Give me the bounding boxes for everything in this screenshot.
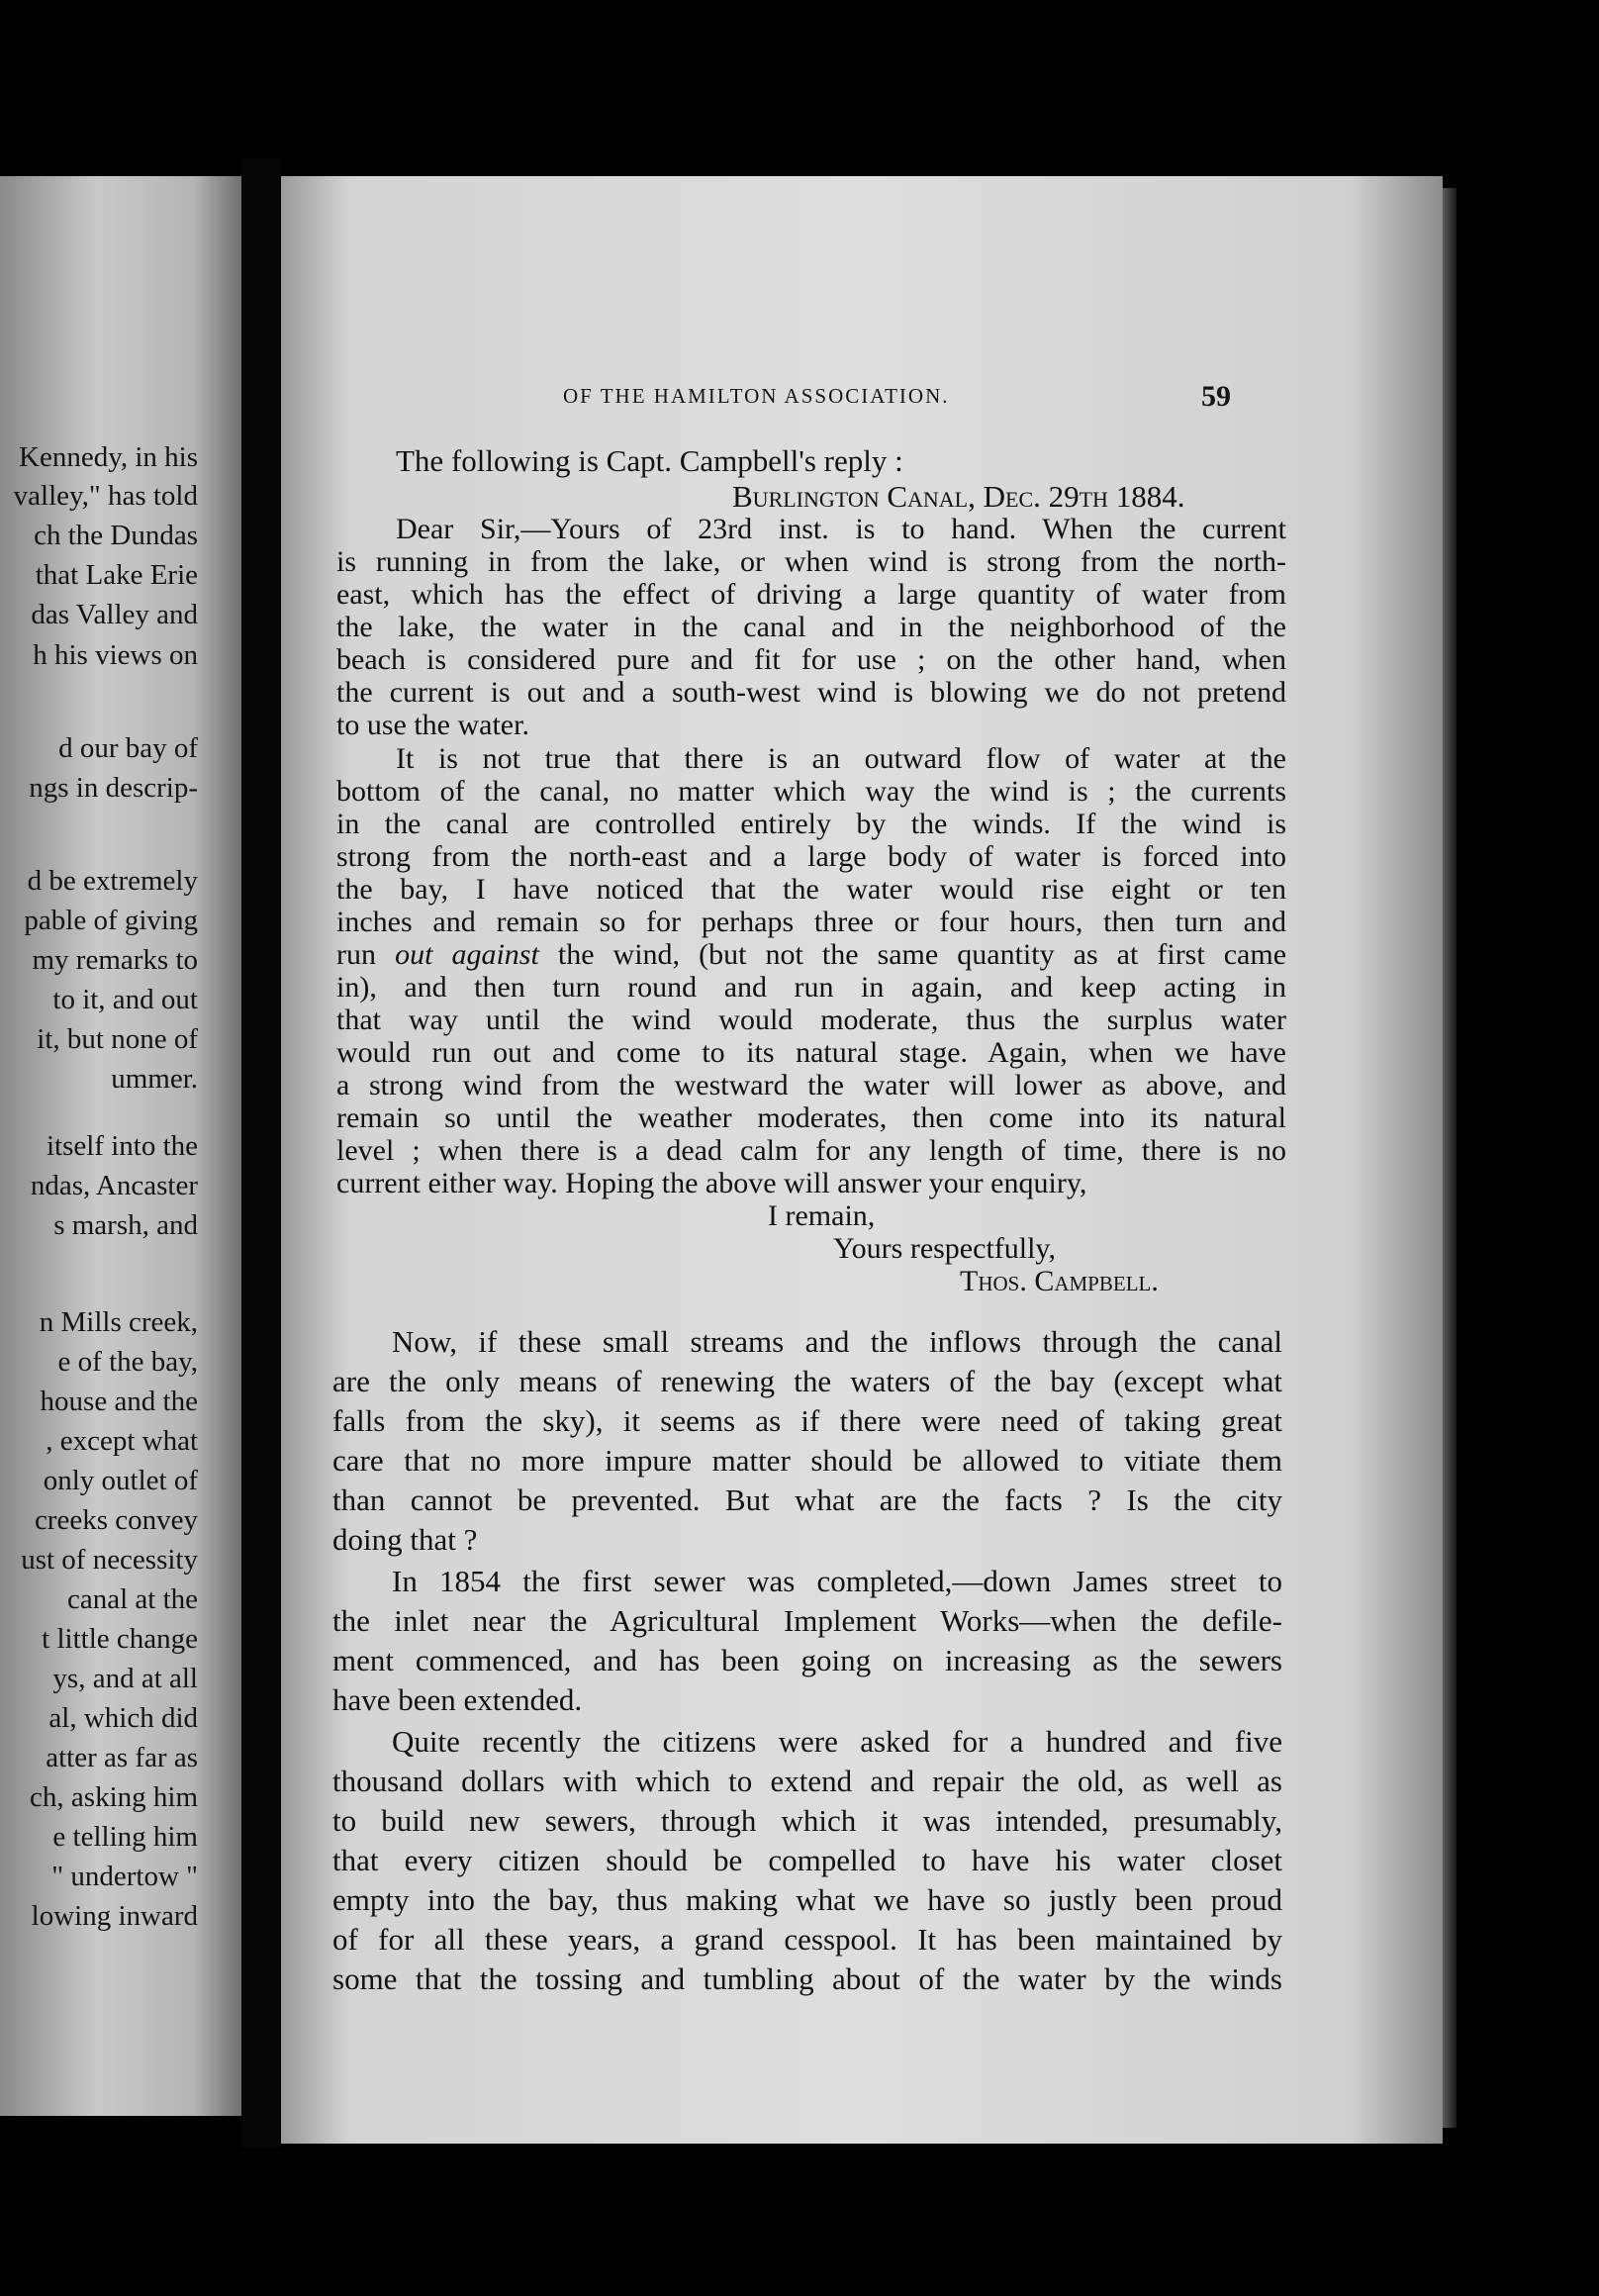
left-page-line: ngs in descrip- — [29, 772, 198, 804]
text-line: remain so until the weather moderates, then come into its natural — [336, 1101, 1286, 1134]
text-line: falls from the sky), it seems as if there were need of taking great — [332, 1403, 1282, 1438]
text-line: east, which has the effect of driving a large quantity of water from — [336, 578, 1286, 611]
left-page-line: s marsh, and — [53, 1209, 198, 1241]
signature-text: Thos. Campbell. — [960, 1265, 1159, 1297]
left-page-line: , except what — [46, 1425, 198, 1457]
left-page-line: ch, asking him — [30, 1781, 198, 1813]
text-line: the current is out and a south-west wind is blowing we do not pretend — [336, 676, 1286, 709]
left-page-line: valley," has told — [13, 480, 198, 512]
running-head: OF THE HAMILTON ASSOCIATION. — [563, 384, 950, 408]
left-page-line: only outlet of — [43, 1465, 198, 1496]
left-page-line: t little change — [42, 1623, 198, 1655]
text-line: the lake, the water in the canal and in the neighborhood of the — [336, 611, 1286, 643]
text-line: in the canal are controlled entirely by the winds. If the wind is — [336, 808, 1286, 840]
left-page-line: h his views on — [33, 639, 198, 671]
left-page-line: d our bay of — [58, 732, 198, 764]
text-line: in), and then turn round and run in again, and keep acting in — [336, 971, 1286, 1004]
left-page-line: pable of giving — [24, 905, 198, 936]
left-page-line: e telling him — [52, 1821, 198, 1853]
text-line: that every citizen should be compelled to have his water closet — [332, 1843, 1282, 1877]
letter-closing-respectfully: Yours respectfully, — [833, 1232, 1056, 1265]
text-segment: the wind, (but not the same quantity as at first came — [557, 938, 1287, 971]
left-page — [0, 176, 241, 2116]
text-line: doing that ? — [332, 1522, 478, 1557]
text-line: strong from the north-east and a large body of water is forced into — [336, 840, 1286, 873]
left-page-line: canal at the — [66, 1583, 198, 1615]
letter-intro: The following is Capt. Campbell's reply : — [396, 443, 903, 478]
text-line: Now, if these small streams and the inflows through the canal — [392, 1324, 1282, 1359]
text-line: empty into the bay, thus making what we have so justly been proud — [332, 1882, 1282, 1917]
text-line: of for all these years, a grand cesspool. It has been maintained by — [332, 1922, 1282, 1957]
text-line: thousand dollars with which to extend and repair the old, as well as — [332, 1764, 1282, 1798]
text-line: bottom of the canal, no matter which way the wind is ; the currents — [336, 775, 1286, 808]
left-page-line: e of the bay, — [57, 1346, 198, 1378]
text-line: Dear Sir,—Yours of 23rd inst. is to hand. When the current — [396, 513, 1286, 545]
text-line: current either way. Hoping the above will answer your enquiry, — [336, 1167, 1087, 1199]
left-page-line: lowing inward — [31, 1900, 198, 1932]
text-line: beach is considered pure and fit for use ; on the other hand, when — [336, 643, 1286, 676]
right-page — [281, 176, 1443, 2144]
text-line: In 1854 the first sewer was completed,—down James street to — [392, 1564, 1282, 1598]
left-page-line: al, which did — [48, 1702, 198, 1734]
text-line: ment commenced, and has been going on increasing as the sewers — [332, 1643, 1282, 1677]
text-line: the inlet near the Agricultural Implement Works—when the defile- — [332, 1603, 1282, 1638]
letter-dateline — [732, 479, 1184, 515]
text-line: that way until the wind would moderate, thus the surplus water — [336, 1004, 1286, 1036]
page-number: 59 — [1201, 380, 1231, 413]
text-line: to use the water. — [336, 709, 529, 741]
left-page-line: d be extremely — [27, 865, 198, 897]
text-line: than cannot be prevented. But what are the facts ? Is the city — [332, 1483, 1282, 1517]
text-line: the bay, I have noticed that the water would rise eight or ten — [336, 873, 1286, 906]
left-page-line: itself into the — [46, 1130, 198, 1162]
left-page-line: das Valley and — [31, 599, 198, 630]
left-page-line: " undertow " — [51, 1861, 198, 1892]
italic-emphasis: out against — [395, 938, 539, 971]
left-page-line: ndas, Ancaster — [30, 1170, 198, 1201]
book-gutter — [241, 158, 281, 2148]
text-line: are the only means of renewing the waters of the bay (except what — [332, 1364, 1282, 1398]
text-line: inches and remain so for perhaps three or four hours, then turn and — [336, 906, 1286, 938]
left-page-line: ust of necessity — [21, 1544, 198, 1576]
text-line: level ; when there is a dead calm for any length of time, there is no — [336, 1134, 1286, 1167]
left-page-line: to it, and out — [52, 984, 198, 1015]
text-line: have been extended. — [332, 1682, 583, 1717]
text-line: would run out and come to its natural stage. Again, when we have — [336, 1036, 1286, 1069]
page-edge — [1443, 188, 1457, 2128]
text-line: It is not true that there is an outward flow of water at the — [396, 742, 1286, 775]
text-segment: run — [336, 938, 376, 971]
text-line: some that the tossing and tumbling about of the water by the winds — [332, 1961, 1282, 1996]
text-line: is running in from the lake, or when wind is strong from the north- — [336, 545, 1286, 578]
left-page-line: n Mills creek, — [39, 1306, 198, 1338]
left-page-line: my remarks to — [32, 944, 198, 976]
left-page-line: creeks convey — [34, 1504, 198, 1536]
left-page-line: ys, and at all — [52, 1663, 198, 1694]
text-line: a strong wind from the westward the water will lower as above, and — [336, 1069, 1286, 1101]
text-line: to build new sewers, through which it was intended, presumably, — [332, 1803, 1282, 1838]
text-line: Quite recently the citizens were asked for a hundred and five — [392, 1724, 1282, 1759]
text-line — [336, 938, 1286, 972]
left-page-line: it, but none of — [37, 1023, 198, 1055]
left-page-line: atter as far as — [46, 1742, 198, 1773]
left-page-line: that Lake Erie — [35, 559, 198, 591]
dateline-text: Burlington Canal, Dec. 29th 1884. — [732, 479, 1185, 514]
letter-signature — [960, 1265, 1159, 1298]
left-page-line: ummer. — [111, 1063, 198, 1095]
text-line: care that no more impure matter should be allowed to vitiate them — [332, 1443, 1282, 1478]
left-page-line: house and the — [40, 1386, 198, 1417]
left-page-line: ch the Dundas — [34, 520, 198, 551]
left-page-line: Kennedy, in his — [19, 441, 198, 473]
letter-closing: I remain, — [768, 1199, 876, 1232]
